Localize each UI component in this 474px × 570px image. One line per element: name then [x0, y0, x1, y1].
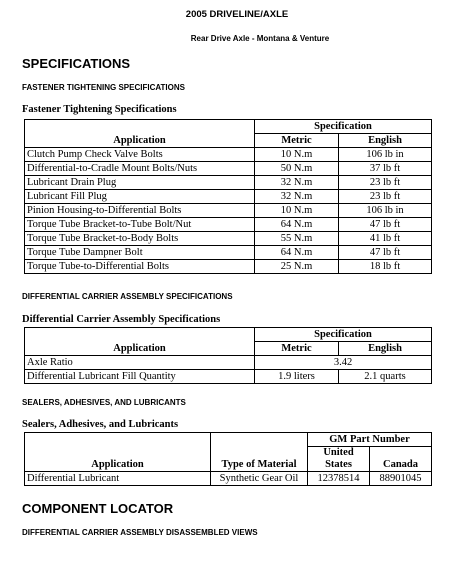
component-locator-subheading: DIFFERENTIAL CARRIER ASSEMBLY DISASSEMBLED VIEWS — [22, 528, 258, 537]
document-subtitle: Rear Drive Axle - Montana & Venture — [190, 34, 330, 43]
cell-axle-ratio: 3.42 — [255, 356, 432, 370]
table-row — [25, 176, 432, 190]
sealers-col-application: Application — [25, 433, 211, 472]
cell-application: Differential-to-Cradle Mount Bolts/Nuts — [25, 162, 255, 176]
table-row — [25, 246, 432, 260]
cell-metric: 10 N.m — [255, 148, 339, 162]
cell-metric: 64 N.m — [255, 218, 339, 232]
cell-metric: 55 N.m — [255, 232, 339, 246]
fastener-col-metric: Metric — [255, 134, 339, 148]
cell-english: 106 lb in — [339, 204, 432, 218]
cell-english: 41 lb ft — [339, 232, 432, 246]
fastener-table-caption: Fastener Tightening Specifications — [22, 104, 177, 115]
cell-application: Torque Tube Bracket-to-Body Bolts — [25, 232, 255, 246]
fastener-col-group: Specification — [255, 120, 432, 134]
fastener-col-application: Application — [25, 120, 255, 148]
cell-metric: 10 N.m — [255, 204, 339, 218]
cell-type: Synthetic Gear Oil — [211, 472, 308, 486]
table-row — [25, 190, 432, 204]
table-row — [25, 218, 432, 232]
cell-application: Lubricant Drain Plug — [25, 176, 255, 190]
sealers-header-row — [25, 433, 432, 447]
fastener-table — [24, 119, 432, 274]
cell-application: Clutch Pump Check Valve Bolts — [25, 148, 255, 162]
cell-us-part: 12378514 — [308, 472, 370, 486]
fastener-header-row — [25, 120, 432, 134]
cell-english: 47 lb ft — [339, 218, 432, 232]
carrier-table — [24, 327, 432, 384]
sealers-col-canada: Canada — [370, 447, 432, 472]
cell-application: Axle Ratio — [25, 356, 255, 370]
cell-metric: 64 N.m — [255, 246, 339, 260]
cell-english: 18 lb ft — [339, 260, 432, 274]
table-row — [25, 260, 432, 274]
table-row — [25, 370, 432, 384]
cell-english: 23 lb ft — [339, 190, 432, 204]
table-row — [25, 162, 432, 176]
cell-english: 37 lb ft — [339, 162, 432, 176]
sealers-col-us: United States — [308, 447, 370, 472]
cell-english: 106 lb in — [339, 148, 432, 162]
cell-application: Torque Tube Bracket-to-Tube Bolt/Nut — [25, 218, 255, 232]
component-locator-heading: COMPONENT LOCATOR — [22, 501, 174, 516]
carrier-subheading: DIFFERENTIAL CARRIER ASSEMBLY SPECIFICATIONS — [22, 292, 233, 301]
carrier-header-row — [25, 328, 432, 342]
carrier-col-metric: Metric — [255, 342, 339, 356]
table-row — [25, 232, 432, 246]
table-row — [25, 356, 432, 370]
cell-metric: 32 N.m — [255, 176, 339, 190]
sealers-subheading: SEALERS, ADHESIVES, AND LUBRICANTS — [22, 398, 186, 407]
cell-application: Pinion Housing-to-Differential Bolts — [25, 204, 255, 218]
table-row — [25, 204, 432, 218]
cell-canada-part: 88901045 — [370, 472, 432, 486]
sealers-col-group: GM Part Number — [308, 433, 432, 447]
cell-metric: 1.9 liters — [255, 370, 339, 384]
sealers-col-type: Type of Material — [211, 433, 308, 472]
cell-english: 2.1 quarts — [339, 370, 432, 384]
document-title: 2005 DRIVELINE/AXLE — [185, 9, 289, 20]
carrier-table-caption: Differential Carrier Assembly Specifications — [22, 314, 221, 325]
cell-application: Torque Tube Dampner Bolt — [25, 246, 255, 260]
cell-application: Differential Lubricant Fill Quantity — [25, 370, 255, 384]
cell-application: Torque Tube-to-Differential Bolts — [25, 260, 255, 274]
carrier-col-group: Specification — [255, 328, 432, 342]
cell-metric: 25 N.m — [255, 260, 339, 274]
sealers-table — [24, 432, 432, 486]
carrier-col-english: English — [339, 342, 432, 356]
cell-metric: 50 N.m — [255, 162, 339, 176]
sealers-table-caption: Sealers, Adhesives, and Lubricants — [22, 419, 179, 430]
cell-application: Lubricant Fill Plug — [25, 190, 255, 204]
table-row — [25, 472, 432, 486]
cell-english: 23 lb ft — [339, 176, 432, 190]
specifications-heading: SPECIFICATIONS — [22, 56, 131, 71]
fastener-col-english: English — [339, 134, 432, 148]
fastener-subheading: FASTENER TIGHTENING SPECIFICATIONS — [22, 83, 185, 92]
carrier-col-application: Application — [25, 328, 255, 356]
table-row — [25, 148, 432, 162]
cell-english: 47 lb ft — [339, 246, 432, 260]
cell-application: Differential Lubricant — [25, 472, 211, 486]
cell-metric: 32 N.m — [255, 190, 339, 204]
